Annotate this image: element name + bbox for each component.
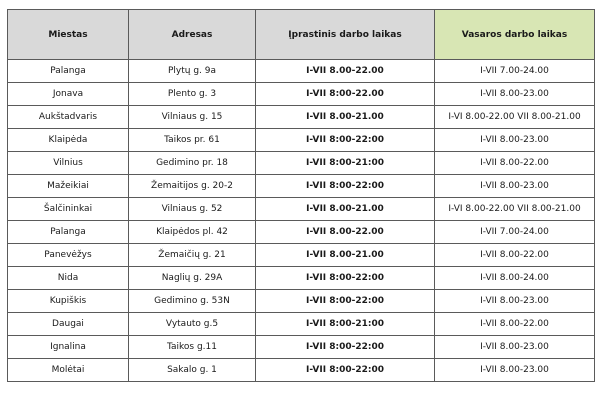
- regular-hours-cell: I-VII 8:00-22:00: [256, 290, 435, 313]
- store-hours-table: [7, 9, 595, 382]
- address-cell: Žemaičių g. 21: [129, 244, 256, 267]
- summer-hours-cell: I-VII 8.00-24.00: [435, 267, 595, 290]
- summer-hours-cell: I-VII 8.00-22.00: [435, 152, 595, 175]
- address-cell: Sakalo g. 1: [129, 359, 256, 382]
- table-row: [8, 60, 595, 83]
- regular-hours-cell: I-VII 8.00-22.00: [256, 60, 435, 83]
- regular-hours-cell: I-VII 8:00-22:00: [256, 336, 435, 359]
- column-header-summer-hours: Vasaros darbo laikas: [435, 10, 595, 60]
- city-cell: Molėtai: [8, 359, 129, 382]
- table-body: [8, 60, 595, 382]
- regular-hours-cell: I-VII 8:00-21:00: [256, 152, 435, 175]
- city-cell: Aukštadvaris: [8, 106, 129, 129]
- address-cell: Vytauto g.5: [129, 313, 256, 336]
- summer-hours-cell: I-VII 8.00-23.00: [435, 129, 595, 152]
- address-cell: Plytų g. 9a: [129, 60, 256, 83]
- address-cell: Plento g. 3: [129, 83, 256, 106]
- city-cell: Palanga: [8, 60, 129, 83]
- address-cell: Taikos g.11: [129, 336, 256, 359]
- address-cell: Naglių g. 29A: [129, 267, 256, 290]
- city-cell: Panevėžys: [8, 244, 129, 267]
- summer-hours-cell: I-VII 8.00-23.00: [435, 336, 595, 359]
- summer-hours-cell: I-VII 8.00-22.00: [435, 244, 595, 267]
- hours-table-container: [7, 9, 595, 382]
- city-cell: Jonava: [8, 83, 129, 106]
- table-row: [8, 129, 595, 152]
- summer-hours-cell: I-VII 7.00-24.00: [435, 221, 595, 244]
- city-cell: Ignalina: [8, 336, 129, 359]
- address-cell: Gedimino g. 53N: [129, 290, 256, 313]
- regular-hours-cell: I-VII 8:00-22:00: [256, 359, 435, 382]
- table-row: [8, 336, 595, 359]
- summer-hours-cell: I-VI 8.00-22.00 VII 8.00-21.00: [435, 106, 595, 129]
- summer-hours-cell: I-VII 8.00-22.00: [435, 313, 595, 336]
- table-row: [8, 175, 595, 198]
- regular-hours-cell: I-VII 8.00-22.00: [256, 221, 435, 244]
- regular-hours-cell: I-VII 8.00-21.00: [256, 106, 435, 129]
- column-header-city: Miestas: [8, 10, 129, 60]
- table-row: [8, 267, 595, 290]
- address-cell: Klaipėdos pl. 42: [129, 221, 256, 244]
- summer-hours-cell: I-VII 7.00-24.00: [435, 60, 595, 83]
- summer-hours-cell: I-VII 8.00-23.00: [435, 359, 595, 382]
- regular-hours-cell: I-VII 8:00-22:00: [256, 267, 435, 290]
- city-cell: Šalčininkai: [8, 198, 129, 221]
- address-cell: Vilniaus g. 15: [129, 106, 256, 129]
- table-row: [8, 313, 595, 336]
- address-cell: Gedimino pr. 18: [129, 152, 256, 175]
- regular-hours-cell: I-VII 8:00-21:00: [256, 313, 435, 336]
- regular-hours-cell: I-VII 8:00-22:00: [256, 129, 435, 152]
- table-row: [8, 244, 595, 267]
- table-row: [8, 359, 595, 382]
- address-cell: Žemaitijos g. 20-2: [129, 175, 256, 198]
- regular-hours-cell: I-VII 8:00-22.00: [256, 83, 435, 106]
- table-header-row: [8, 10, 595, 60]
- regular-hours-cell: I-VII 8.00-21.00: [256, 198, 435, 221]
- table-row: [8, 198, 595, 221]
- column-header-address: Adresas: [129, 10, 256, 60]
- address-cell: Taikos pr. 61: [129, 129, 256, 152]
- summer-hours-cell: I-VII 8.00-23.00: [435, 175, 595, 198]
- city-cell: Palanga: [8, 221, 129, 244]
- regular-hours-cell: I-VII 8:00-22:00: [256, 175, 435, 198]
- city-cell: Kupiškis: [8, 290, 129, 313]
- city-cell: Klaipėda: [8, 129, 129, 152]
- city-cell: Vilnius: [8, 152, 129, 175]
- summer-hours-cell: I-VII 8.00-23.00: [435, 290, 595, 313]
- table-row: [8, 83, 595, 106]
- summer-hours-cell: I-VII 8.00-23.00: [435, 83, 595, 106]
- city-cell: Mažeikiai: [8, 175, 129, 198]
- regular-hours-cell: I-VII 8.00-21.00: [256, 244, 435, 267]
- table-row: [8, 290, 595, 313]
- column-header-regular-hours: Įprastinis darbo laikas: [256, 10, 435, 60]
- table-row: [8, 221, 595, 244]
- city-cell: Daugai: [8, 313, 129, 336]
- table-row: [8, 152, 595, 175]
- table-row: [8, 106, 595, 129]
- summer-hours-cell: I-VI 8.00-22.00 VII 8.00-21.00: [435, 198, 595, 221]
- address-cell: Vilniaus g. 52: [129, 198, 256, 221]
- city-cell: Nida: [8, 267, 129, 290]
